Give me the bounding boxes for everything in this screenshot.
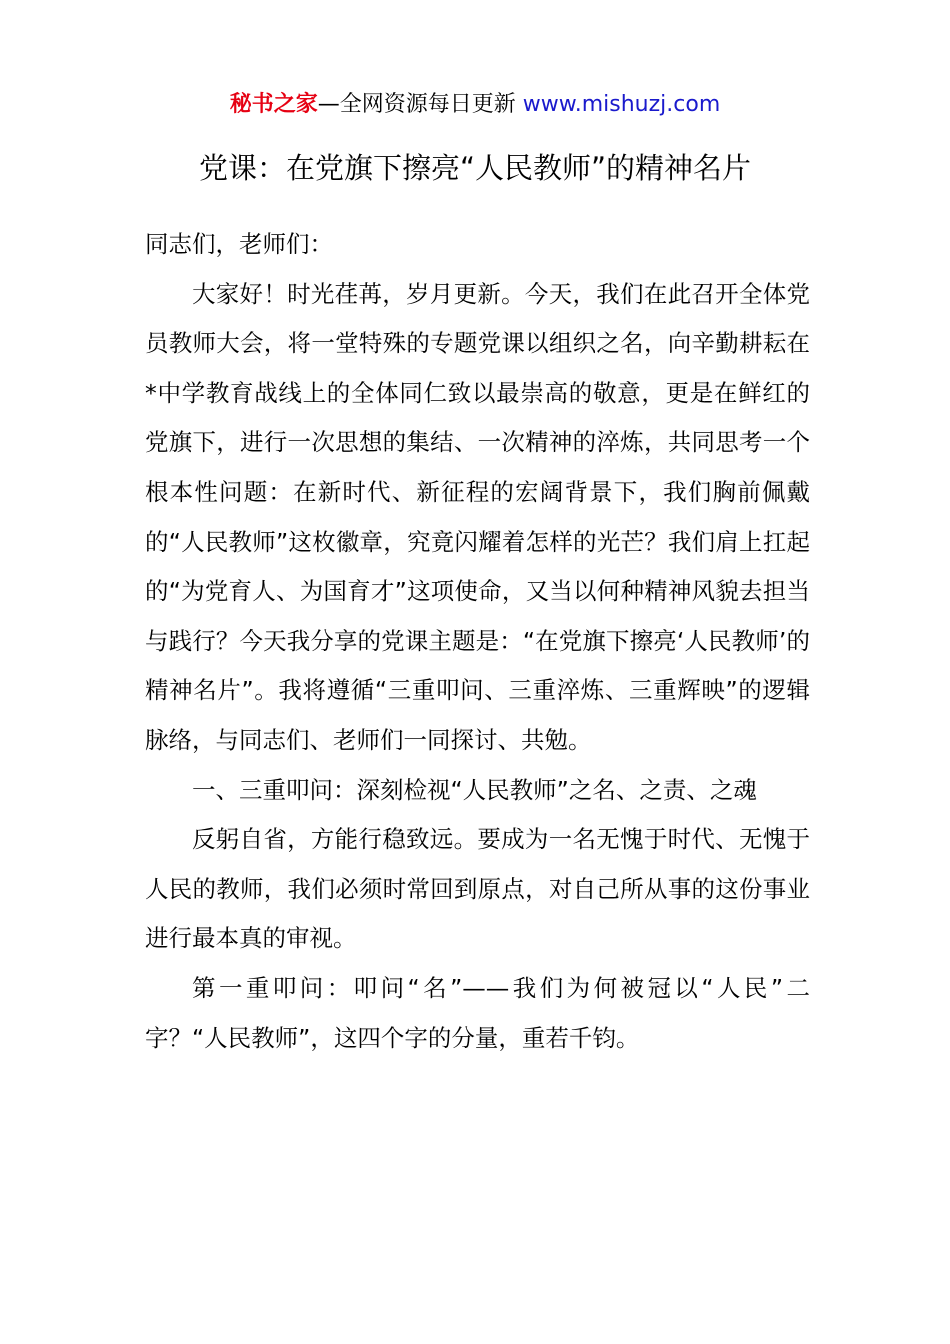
body-paragraph: 第一重叩问：叩问“名”——我们为何被冠以“人民”二字？“人民教师”，这四个字的分量，重若千钧。 bbox=[145, 973, 810, 1052]
salutation-paragraph: 同志们，老师们： bbox=[145, 230, 333, 258]
site-brand: 秘书之家 bbox=[229, 92, 318, 117]
section-heading: 一、三重叩问：深刻检视“人民教师”之名、之责、之魂 bbox=[192, 775, 757, 804]
site-tagline: —全网资源每日更新 bbox=[317, 92, 523, 117]
site-url-link[interactable]: www.mishuzj.com bbox=[522, 92, 721, 117]
document-title: 党课：在党旗下擦亮“人民教师”的精神名片 bbox=[198, 151, 752, 185]
document-body bbox=[145, 220, 810, 1063]
body-paragraph: 反躬自省，方能行稳致远。要成为一名无愧于时代、无愧于人民的教师，我们必须时常回到原点，对自己所从事的这份事业进行最本真的审视。 bbox=[145, 825, 810, 953]
site-header bbox=[0, 88, 950, 122]
intro-paragraph: 大家好！时光荏苒，岁月更新。今天，我们在此召开全体党员教师大会，将一堂特殊的专题党课以组织之名，向辛勤耕耘在*中学教育战线上的全体同仁致以最崇高的敬意，更是在鲜红的党旗下，进行一次思想的集结、一次精神的淬炼，共同思考一个根本性问题：在新时代、新征程的宏阔背景下，我们胸前佩戴的“人民教师”这枚徽章，究竟闪耀着怎样的光芒？我们肩上扛起的“为党育人、为国育才”这项使命，又当以何种精神风貌去担当与践行？今天我分享的党课主题是：“在党旗下擦亮‘人民教师’的精神名片”。我将遵循“三重叩问、三重淬炼、三重辉映”的逻辑脉络，与同志们、老师们一同探讨、共勉。 bbox=[145, 279, 810, 754]
